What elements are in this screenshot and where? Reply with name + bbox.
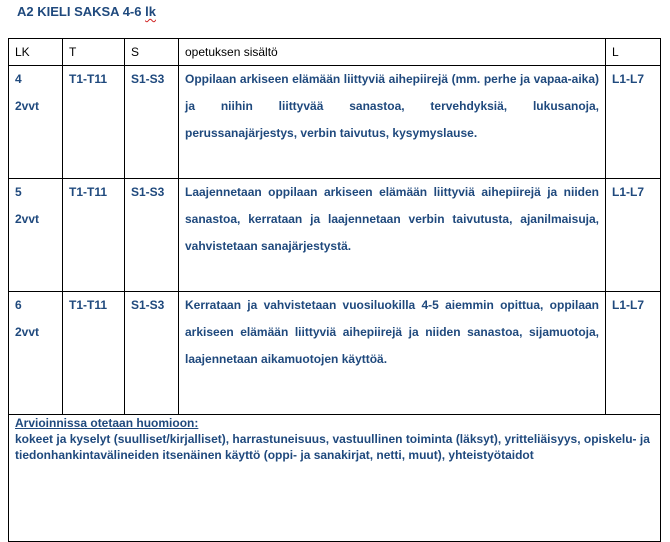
- header-content: opetuksen sisältö: [179, 39, 606, 66]
- grade: 6: [15, 298, 22, 312]
- table-row: [9, 66, 661, 179]
- content-cell: Kerrataan ja vahvistetaan vuosiluokilla 4-5 aiemmin opittua, oppilaan arkiseen elämään liittyviä aihepiirejä ja niiden sanastoa, sijamuotoja, laajennetaan aikamuotojen käyttöä.: [179, 292, 606, 415]
- title-suffix: lk: [145, 4, 156, 19]
- l-cell: L1-L7: [606, 292, 661, 415]
- s-cell: S1-S3: [125, 179, 179, 292]
- t-cell: T1-T11: [63, 179, 125, 292]
- header-l: L: [606, 39, 661, 66]
- hours: 2vvt: [15, 99, 40, 113]
- t-cell: T1-T11: [63, 292, 125, 415]
- grade: 4: [15, 72, 22, 86]
- grade-cell: [9, 292, 63, 415]
- content-cell: Laajennetaan oppilaan arkiseen elämään liittyviä aihepiirejä ja niiden sanastoa, kerrataan ja laajennetaan verbin taivutusta, ajanilmaisuja, vahvistetaan sanajärjestystä.: [179, 179, 606, 292]
- t-cell: T1-T11: [63, 66, 125, 179]
- header-row: [9, 39, 661, 66]
- header-lk: LK: [9, 39, 63, 66]
- hours: 2vvt: [15, 325, 40, 339]
- assessment-cell: [9, 415, 661, 542]
- s-cell: S1-S3: [125, 292, 179, 415]
- grade-cell: [9, 179, 63, 292]
- assessment-heading: Arvioinnissa otetaan huomioon:: [15, 416, 199, 430]
- grade: 5: [15, 185, 22, 199]
- table-row: [9, 179, 661, 292]
- title-text: A2 KIELI SAKSA 4-6: [17, 4, 142, 19]
- s-cell: S1-S3: [125, 66, 179, 179]
- assessment-text: kokeet ja kyselyt (suulliset/kirjalliset), harrastuneisuus, vastuullinen toiminta (läksyt), yritteliäisyys, opiskelu- ja tiedonhankintavälineiden itsenäinen käyttö (oppi- ja sanakirjat, netti, muut), yhteistyötaidot: [15, 432, 650, 462]
- curriculum-table: [8, 38, 661, 542]
- grade-cell: [9, 66, 63, 179]
- assessment-row: [9, 415, 661, 542]
- document-title: [17, 4, 156, 19]
- table-row: [9, 292, 661, 415]
- l-cell: L1-L7: [606, 66, 661, 179]
- header-s: S: [125, 39, 179, 66]
- header-t: T: [63, 39, 125, 66]
- l-cell: L1-L7: [606, 179, 661, 292]
- content-cell: Oppilaan arkiseen elämään liittyviä aihepiirejä (mm. perhe ja vapaa-aika) ja niihin liittyvää sanastoa, tervehdyksiä, lukusanoja, perussanajärjestys, verbin taivutus, kysymyslause.: [179, 66, 606, 179]
- hours: 2vvt: [15, 212, 40, 226]
